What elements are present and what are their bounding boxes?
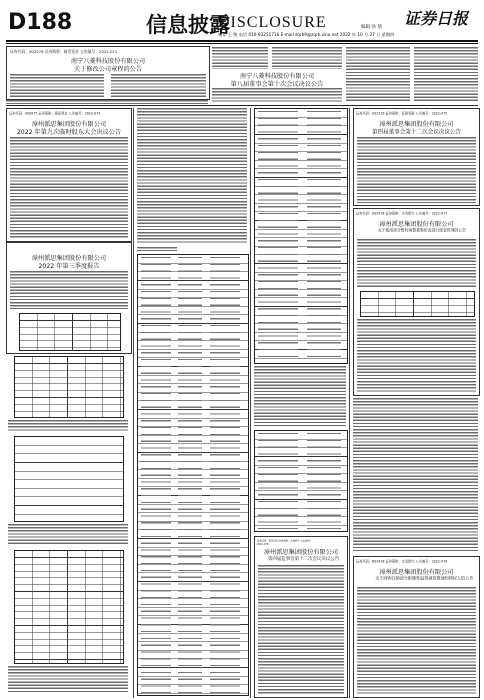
notice-title: 2022 年第九次临时股东大会决议公告 — [16, 129, 122, 136]
notice-block-4 — [353, 108, 480, 206]
notice-block-1 — [6, 46, 210, 100]
notice-body-text — [353, 398, 478, 552]
notice-body-text — [6, 100, 208, 104]
editor-line: 编辑 孙 倩 — [361, 25, 382, 30]
notice-body-text — [10, 74, 104, 97]
notice-company: 南宁八菱科技股份有限公司 — [70, 58, 146, 65]
notice-body-text — [258, 565, 344, 695]
notice-title: 第四届董事会第十二次会议决议公告 — [371, 128, 462, 136]
page-header — [0, 0, 484, 44]
notice-body-text — [357, 239, 476, 287]
notice-title: 第八届董事会第十次会议决议公告 — [230, 81, 324, 88]
notice-company: 漳州派思集团股份有限公司 — [31, 121, 107, 128]
notice-code: 证券代码：002578 证券简称：闽发铝业 公告编号：2022-071 — [10, 49, 118, 54]
notice-body-text — [212, 47, 268, 69]
notice-block-6 — [353, 208, 480, 396]
notice-body-text — [8, 524, 128, 544]
notice-block-3 — [6, 108, 132, 242]
notice-body-text — [357, 319, 476, 393]
notice-body-text — [346, 47, 410, 103]
notice-body-text — [254, 366, 346, 426]
contact-line: 制作 王 敬 电话 010-83251716 E-mail zqrb9@zqrb.sina.net 2022 年 10 月 27 日 星期四 — [218, 32, 395, 37]
notice-body-text — [414, 47, 478, 103]
notice-code: 证券代码：002316 证券简称：亚联发展 公告编号：2022-075 — [356, 111, 448, 116]
data-table — [254, 430, 348, 532]
notice-block-5 — [6, 242, 132, 354]
data-table — [19, 313, 121, 351]
notice-body-text — [111, 74, 206, 97]
newspaper-logo: 证券日报 — [404, 9, 469, 28]
notice-title: 第四届监事会第十二次会议决议公告 — [267, 556, 340, 562]
band-divider — [6, 105, 478, 106]
notice-code: 证券代码：000975 证券简称：银泰黄金 公告编号：2022-074 — [9, 111, 101, 116]
data-table — [14, 550, 124, 664]
header-rule-thin — [6, 43, 478, 44]
notice-body-text — [272, 47, 342, 69]
notice-body-text — [8, 420, 128, 432]
notice-code: 证券代码：603318 证券简称：水发燃气 公告编号：2022-077 — [356, 211, 448, 216]
notice-code: 证券代码：603318 证券简称：水发燃气 公告编号：2022-078 — [257, 539, 313, 546]
notice-company: 漳州派思集团股份有限公司 — [263, 549, 339, 556]
notice-block-7 — [254, 536, 348, 698]
notice-body-text — [10, 137, 128, 239]
notice-body-text — [10, 271, 128, 309]
data-table — [137, 254, 249, 696]
notice-company: 漳州派思集团股份有限公司 — [379, 221, 454, 228]
notice-company: 南宁八菱科技股份有限公司 — [239, 73, 315, 80]
column-divider — [133, 108, 134, 698]
table-cell-text — [178, 257, 202, 693]
notice-company: 漳州派思集团股份有限公司 — [379, 121, 454, 128]
data-table — [14, 436, 124, 522]
notice-code: 证券代码：603318 证券简称：水发燃气 公告编号：2022-079 — [356, 559, 448, 564]
table-cell-text — [307, 433, 341, 529]
table-cell-text — [210, 257, 240, 693]
notice-title: 关于使用部分暂时闲置募集资金进行现金管理的公告 — [377, 228, 466, 233]
table-cell-text — [258, 433, 298, 529]
table-cell-text — [307, 111, 341, 361]
section-title-english: DISCLOSURE — [218, 14, 327, 31]
notice-title: 关于修改公司章程的公告 — [73, 66, 143, 73]
header-rule-thick — [6, 40, 478, 42]
notice-title: 2022 年第三季度报告 — [38, 263, 100, 270]
notice-body-text — [357, 137, 476, 203]
column-divider — [349, 108, 350, 698]
notice-block-8 — [353, 556, 480, 698]
data-table — [14, 356, 124, 418]
notice-body-text — [137, 108, 247, 243]
data-table — [360, 291, 475, 317]
page-number: D188 — [8, 10, 73, 35]
notice-body-text — [212, 88, 342, 103]
notice-company: 漳州派思集团股份有限公司 — [31, 255, 107, 262]
table-cell-text — [141, 257, 171, 693]
column-divider — [250, 108, 251, 698]
notice-company: 漳州派思集团股份有限公司 — [379, 569, 454, 576]
notice-body-text — [137, 247, 177, 251]
notice-body-text — [8, 666, 128, 694]
data-table — [254, 108, 348, 364]
section-title: 信息披露 — [146, 12, 230, 37]
table-cell-text — [258, 111, 298, 361]
notice-title: 关于回购注销部分限制性股票减资暨通知债权人的公告 — [375, 576, 474, 581]
notice-body-text — [357, 587, 476, 695]
